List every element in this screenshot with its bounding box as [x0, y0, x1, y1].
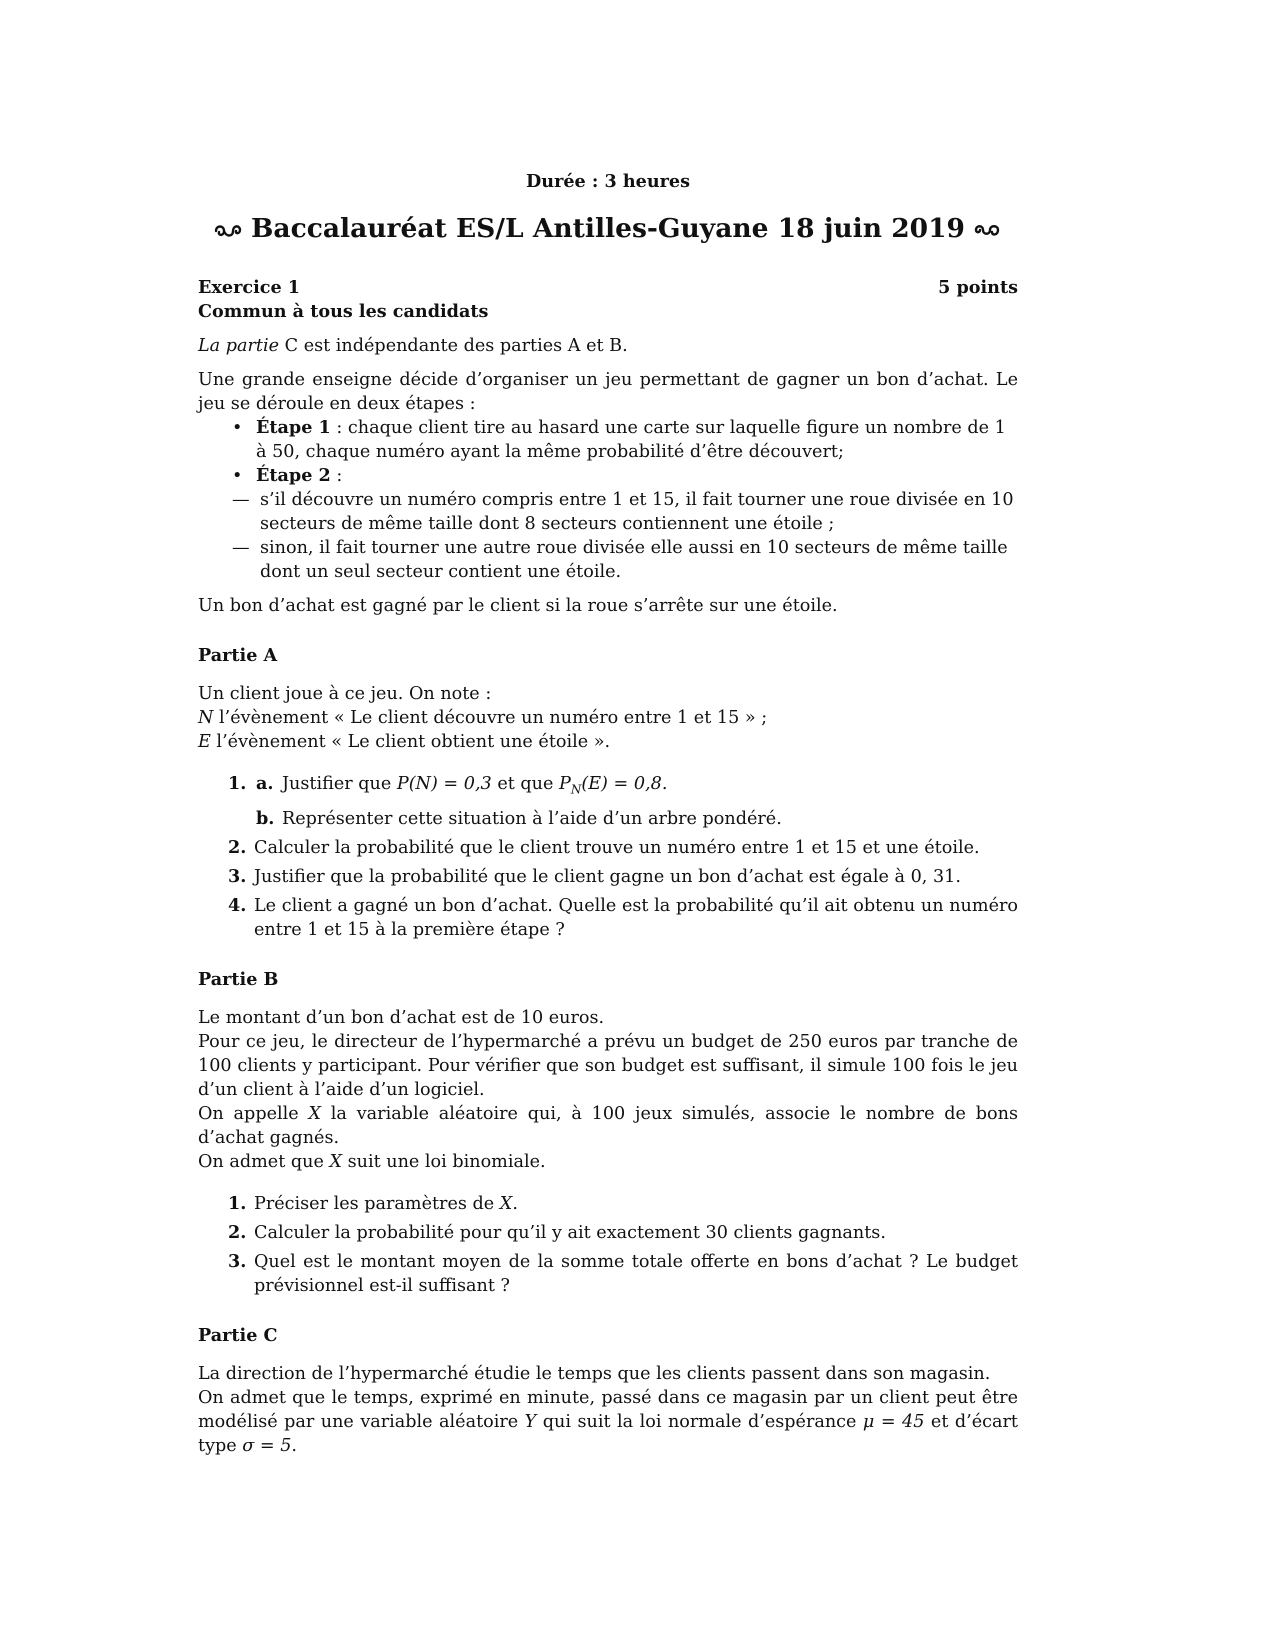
- q1a-math-2-rest: (E) = 0,8.: [581, 774, 668, 794]
- part-b-intro: [198, 1006, 1018, 1174]
- part-a-q4: [198, 894, 1018, 942]
- part-c-intro: [198, 1362, 1018, 1458]
- q-number: 1.: [228, 773, 247, 794]
- part-b-line-3: [198, 1102, 1018, 1150]
- step-2-case-1: [232, 488, 1018, 536]
- mean-mu: μ = 45: [862, 1411, 925, 1432]
- q-number: 3.: [228, 865, 247, 887]
- part-b-title: Partie B: [198, 968, 279, 990]
- part-a-line-1: Un client joue à ce jeu. On note :: [198, 684, 492, 704]
- event-n-text: l’évènement « Le client découvre un numéro entre 1 et 15 » ;: [213, 708, 768, 728]
- part-c-line-2-start: On admet que le temps, exprimé en minute, passé dans ce magasin par un client peut être modélisé par une variable aléatoire: [198, 1387, 1018, 1432]
- q1a-math-2: P: [559, 774, 571, 794]
- step-2-case-1-text: s’il découvre un numéro compris entre 1 et 15, il fait tourner une roue divisée en 10 secteurs de même taille dont 8 secteurs contiennent une étoile ;: [260, 490, 1014, 534]
- part-b-line-4-end: suit une loi binomiale.: [342, 1151, 546, 1172]
- event-e-text: l’évènement « Le client obtient une étoile ».: [210, 732, 611, 752]
- part-a-title: Partie A: [198, 645, 278, 666]
- part-b-q3: [198, 1250, 1018, 1298]
- exercise-intro: Une grande enseigne décide d’organiser un jeu permettant de gagner un bon d’achat. Le jeu se déroule en deux étapes :: [198, 370, 1018, 414]
- part-c-line-2: [198, 1386, 1018, 1458]
- q1b-text: Représenter cette situation à l’aide d’un arbre pondéré.: [282, 808, 782, 829]
- part-b-questions: [198, 1192, 1018, 1298]
- step-2-label: Étape 2: [256, 465, 331, 486]
- q-number: 3.: [228, 1250, 247, 1272]
- part-b-q1-end: .: [512, 1193, 518, 1214]
- step-2-case-2: [232, 536, 1018, 584]
- q-sub-label: b.: [256, 807, 275, 829]
- duration-heading: Durée : 3 heures: [526, 171, 690, 192]
- q-number: 2.: [228, 1221, 247, 1243]
- q2-text: Calculer la probabilité que le client trouve un numéro entre 1 et 15 et une étoile.: [254, 837, 980, 858]
- q-number: 4.: [228, 894, 247, 916]
- part-b-line-4-start: On admet que: [198, 1151, 330, 1172]
- parts-note-italic: La partie: [198, 336, 280, 356]
- part-a-questions: [198, 772, 1018, 942]
- part-b-line-3-start: On appelle: [198, 1103, 309, 1124]
- part-a-q1a: [254, 772, 1018, 802]
- q1a-math-2-sub: N: [570, 782, 582, 797]
- q3-text: Justifier que la probabilité que le client gagne un bon d’achat est égale à 0, 31.: [254, 866, 961, 887]
- part-c-line-2-end: .: [291, 1435, 298, 1456]
- var-x: X: [499, 1193, 513, 1214]
- dash-icon: —: [232, 490, 250, 510]
- part-a-q2: [198, 836, 1018, 860]
- left-ornament-icon: [213, 221, 243, 239]
- q-number: 2.: [228, 836, 247, 858]
- event-e-var: E: [198, 732, 211, 752]
- event-n-var: N: [198, 708, 214, 728]
- part-c-line-2-mid: qui suit la loi normale d’espérance: [536, 1411, 863, 1432]
- step-1-item: [198, 416, 1018, 464]
- step-1-text: : chaque client tire au hasard une carte sur laquelle figure un nombre de 1 à 50, chaque numéro ayant la même probabilité d’être découvert;: [256, 418, 1006, 462]
- parts-note: [198, 334, 1018, 358]
- step-2-item: [198, 464, 1018, 584]
- part-c-title: Partie C: [198, 1324, 278, 1346]
- q1a-math-1: P(N) = 0,3: [396, 774, 492, 794]
- part-b-q1-text: Préciser les paramètres de: [254, 1193, 500, 1214]
- exercise-audience: Commun à tous les candidats: [198, 301, 489, 322]
- exercise-points: 5 points: [938, 277, 1018, 298]
- outcome-text: Un bon d’achat est gagné par le client si la roue s’arrête sur une étoile.: [198, 596, 838, 616]
- part-b-line-4: [198, 1150, 1018, 1174]
- var-x: X: [308, 1103, 321, 1124]
- part-b-line-1: Le montant d’un bon d’achat est de 10 euros.: [198, 1007, 605, 1028]
- dash-icon: —: [232, 538, 250, 558]
- step-2-case-2-text: sinon, il fait tourner une autre roue divisée elle aussi en 10 secteurs de même taille dont un seul secteur contient une étoile.: [260, 538, 1008, 582]
- bullet-icon: •: [232, 466, 243, 486]
- part-b-q2-text: Calculer la probabilité pour qu’il y ait exactement 30 clients gagnants.: [254, 1222, 886, 1243]
- right-ornament-icon: [973, 221, 1003, 239]
- part-b-line-3-end: la variable aléatoire qui, à 100 jeux simulés, associe le nombre de bons d’achat gagnés.: [198, 1103, 1018, 1148]
- q-sub-label: a.: [256, 773, 274, 794]
- part-b-q2: [198, 1221, 1018, 1245]
- exercise-header: [198, 276, 1018, 300]
- var-x: X: [329, 1151, 342, 1172]
- part-b-q1: [198, 1192, 1018, 1216]
- part-a-line-2: [198, 706, 1018, 730]
- part-b-q3-text: Quel est le montant moyen de la somme totale offerte en bons d’achat ? Le budget prévisionnel est-il suffisant ?: [254, 1251, 1018, 1296]
- exercise-label: Exercice 1: [198, 277, 301, 298]
- bullet-icon: •: [232, 418, 243, 438]
- part-a-line-3: [198, 730, 1018, 754]
- part-a-q1b: [254, 807, 1018, 831]
- part-b-line-2: Pour ce jeu, le directeur de l’hypermarché a prévu un budget de 250 euros par tranche de 100 clients y participant. Pour vérifier que son budget est suffisant, il simule 100 fois le jeu d’un client à l’aide d’un logiciel.: [198, 1031, 1018, 1100]
- exam-title: [198, 212, 1018, 246]
- step-2-cases: [232, 488, 1018, 584]
- q1a-text: Justifier que: [282, 774, 397, 794]
- q4-text: Le client a gagné un bon d’achat. Quelle est la probabilité qu’il ait obtenu un numéro entre 1 et 15 à la première étape ?: [254, 895, 1018, 940]
- step-1-label: Étape 1: [256, 417, 331, 438]
- part-a-q3: [198, 865, 1018, 889]
- q1a-text-mid: et que: [491, 774, 559, 794]
- q-number: 1.: [228, 1192, 247, 1214]
- part-a-q1: [198, 772, 1018, 831]
- step-2-text: :: [330, 466, 343, 486]
- steps-list: [198, 416, 1018, 584]
- exam-title-text: Baccalauréat ES/L Antilles-Guyane 18 juin 2019: [251, 213, 965, 244]
- parts-note-rest: C est indépendante des parties A et B.: [279, 336, 628, 356]
- std-sigma: σ = 5: [242, 1435, 292, 1456]
- part-c-line-2-mid2: et d’écart type: [198, 1411, 1018, 1456]
- part-c-line-1: La direction de l’hypermarché étudie le temps que les clients passent dans son magasin.: [198, 1363, 991, 1384]
- exam-page: [198, 170, 1018, 1458]
- var-y: Y: [524, 1411, 537, 1432]
- part-a-intro: [198, 682, 1018, 754]
